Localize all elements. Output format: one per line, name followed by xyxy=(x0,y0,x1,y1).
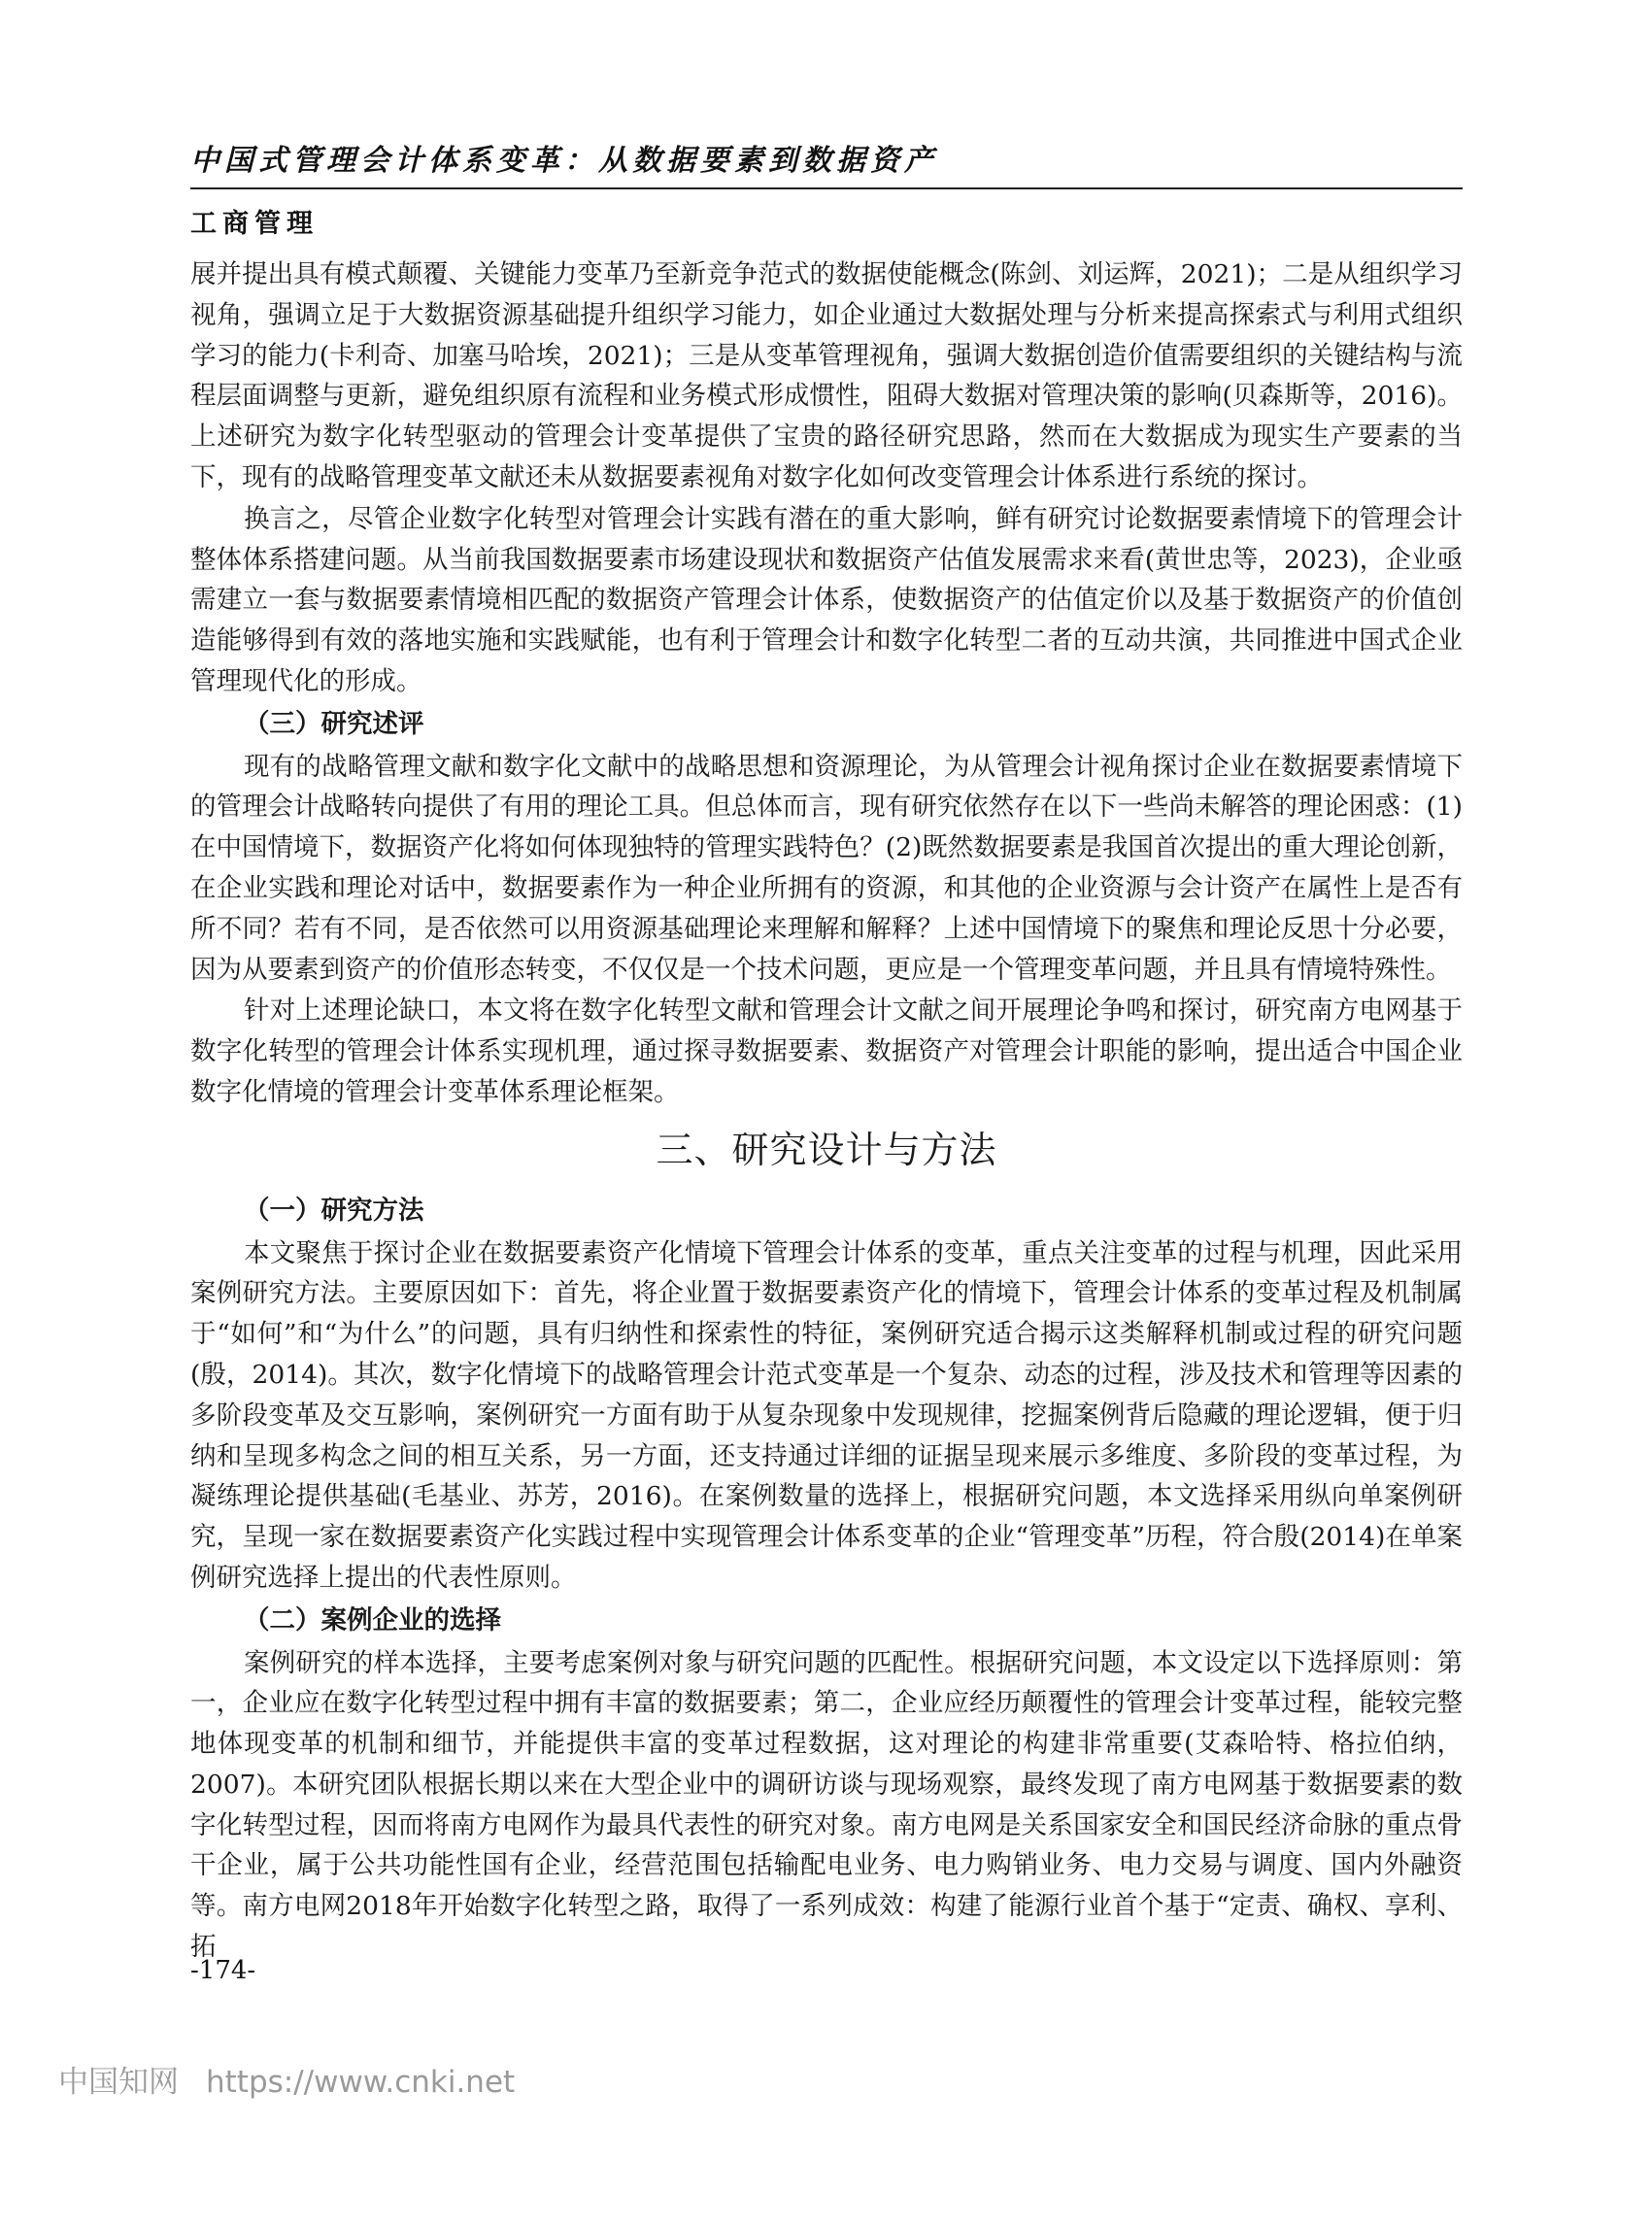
subheading-method: （一）研究方法 xyxy=(244,1195,424,1226)
watermark-name: 中国知网 xyxy=(58,2065,179,2100)
paragraph-4: 针对上述理论缺口，本文将在数字化转型文献和管理会计文献之间开展理论争鸣和探讨，研究南方电网基于数字化转型的管理会计体系实现机理，通过探寻数据要素、数据资产对管理会计职能的影响，提出适合中国企业数字化情境的管理会计变革体系理论框架。 xyxy=(190,995,1463,1107)
article-body xyxy=(190,254,1463,1968)
journal-running-title: 中国式管理会计体系变革：从数据要素到数据资产 xyxy=(190,144,938,178)
watermark-url[interactable]: https://www.cnki.net xyxy=(206,2065,516,2100)
header-rule xyxy=(190,187,1463,189)
cnki-watermark xyxy=(58,2057,515,2101)
paragraph-2: 换言之，尽管企业数字化转型对管理会计实践有潜在的重大影响，鲜有研究讨论数据要素情境下的管理会计整体体系搭建问题。从当前我国数据要素市场建设现状和数据资产估值发展需求来看(黄世忠等，2023)，企业亟需建立一套与数据要素情境相匹配的数据资产管理会计体系，使数据资产的估值定价以及基于数据资产的价值创造能够得到有效的落地实施和实践赋能，也有利于管理会计和数字化转型二者的互动共演，共同推进中国式企业管理现代化的形成。 xyxy=(190,503,1463,696)
section-heading-3: 三、研究设计与方法 xyxy=(656,1128,997,1171)
subheading-case: （二）案例企业的选择 xyxy=(244,1604,501,1636)
section-tag: 工商管理 xyxy=(190,209,319,239)
paragraph-3: 现有的战略管理文献和数字化文献中的战略思想和资源理论，为从管理会计视角探讨企业在数据要素情境下的管理会计战略转向提供了有用的理论工具。但总体而言，现有研究依然存在以下一些尚未解答的理论困惑：(1)在中国情境下，数据资产化将如何体现独特的管理实践特色？(2)既然数据要素是我国首次提出的重大理论创新，在企业实践和理论对话中，数据要素作为一种企业所拥有的资源，和其他的企业资源与会计资产在属性上是否有所不同？若有不同，是否依然可以用资源基础理论来理解和解释？上述中国情境下的聚焦和理论反思十分必要，因为从要素到资产的价值形态转变，不仅仅是一个技术问题，更应是一个管理变革问题，并且具有情境特殊性。 xyxy=(190,751,1463,985)
paragraph-6: 案例研究的样本选择，主要考虑案例对象与研究问题的匹配性。根据研究问题，本文设定以下选择原则：第一，企业应在数字化转型过程中拥有丰富的数据要素；第二，企业应经历颠覆性的管理会计变革过程，能较完整地体现变革的机制和细节，并能提供丰富的变革过程数据，这对理论的构建非常重要(艾森哈特、格拉伯纳，2007)。本研究团队根据长期以来在大型企业中的调研访谈与现场观察，最终发现了南方电网基于数据要素的数字化转型过程，因而将南方电网作为最具代表性的研究对象。南方电网是关系国家安全和国民经济命脉的重点骨干企业，属于公共功能性国有企业，经营范围包括输配电业务、电力购销业务、电力交易与调度、国内外融资等。南方电网2018年开始数字化转型之路，取得了一系列成效：构建了能源行业首个基于“定责、确权、享利、拓 xyxy=(190,1647,1463,1963)
subheading-review: （三）研究述评 xyxy=(244,708,424,739)
paragraph-1: 展并提出具有模式颠覆、关键能力变革乃至新竞争范式的数据使能概念(陈剑、刘运辉，2021)；二是从组织学习视角，强调立足于大数据资源基础提升组织学习能力，如企业通过大数据处理与分析来提高探索式与利用式组织学习的能力(卡利奇、加塞马哈埃，2021)；三是从变革管理视角，强调大数据创造价值需要组织的关键结构与流程层面调整与更新，避免组织原有流程和业务模式形成惯性，阻碍大数据对管理决策的影响(贝森斯等，2016)。上述研究为数字化转型驱动的管理会计变革提供了宝贵的路径研究思路，然而在大数据成为现实生产要素的当下，现有的战略管理变革文献还未从数据要素视角对数字化如何改变管理会计体系进行系统的探讨。 xyxy=(190,259,1463,492)
page-number: -174- xyxy=(190,1956,256,1985)
paragraph-5: 本文聚焦于探讨企业在数据要素资产化情境下管理会计体系的变革，重点关注变革的过程与机理，因此采用案例研究方法。主要原因如下：首先，将企业置于数据要素资产化的情境下，管理会计体系的变革过程及机制属于“如何”和“为什么”的问题，具有归纳性和探索性的特征，案例研究适合揭示这类解释机制或过程的研究问题(殷，2014)。其次，数字化情境下的战略管理会计范式变革是一个复杂、动态的过程，涉及技术和管理等因素的多阶段变革及交互影响，案例研究一方面有助于从复杂现象中发现规律，挖掘案例背后隐藏的理论逻辑，便于归纳和呈现多构念之间的相互关系，另一方面，还支持通过详细的证据呈现来展示多维度、多阶段的变革过程，为凝练理论提供基础(毛基业、苏芳，2016)。在案例数量的选择上，根据研究问题，本文选择采用纵向单案例研究，呈现一家在数据要素资产化实践过程中实现管理会计体系变革的企业“管理变革”历程，符合殷(2014)在单案例研究选择上提出的代表性原则。 xyxy=(190,1237,1463,1593)
